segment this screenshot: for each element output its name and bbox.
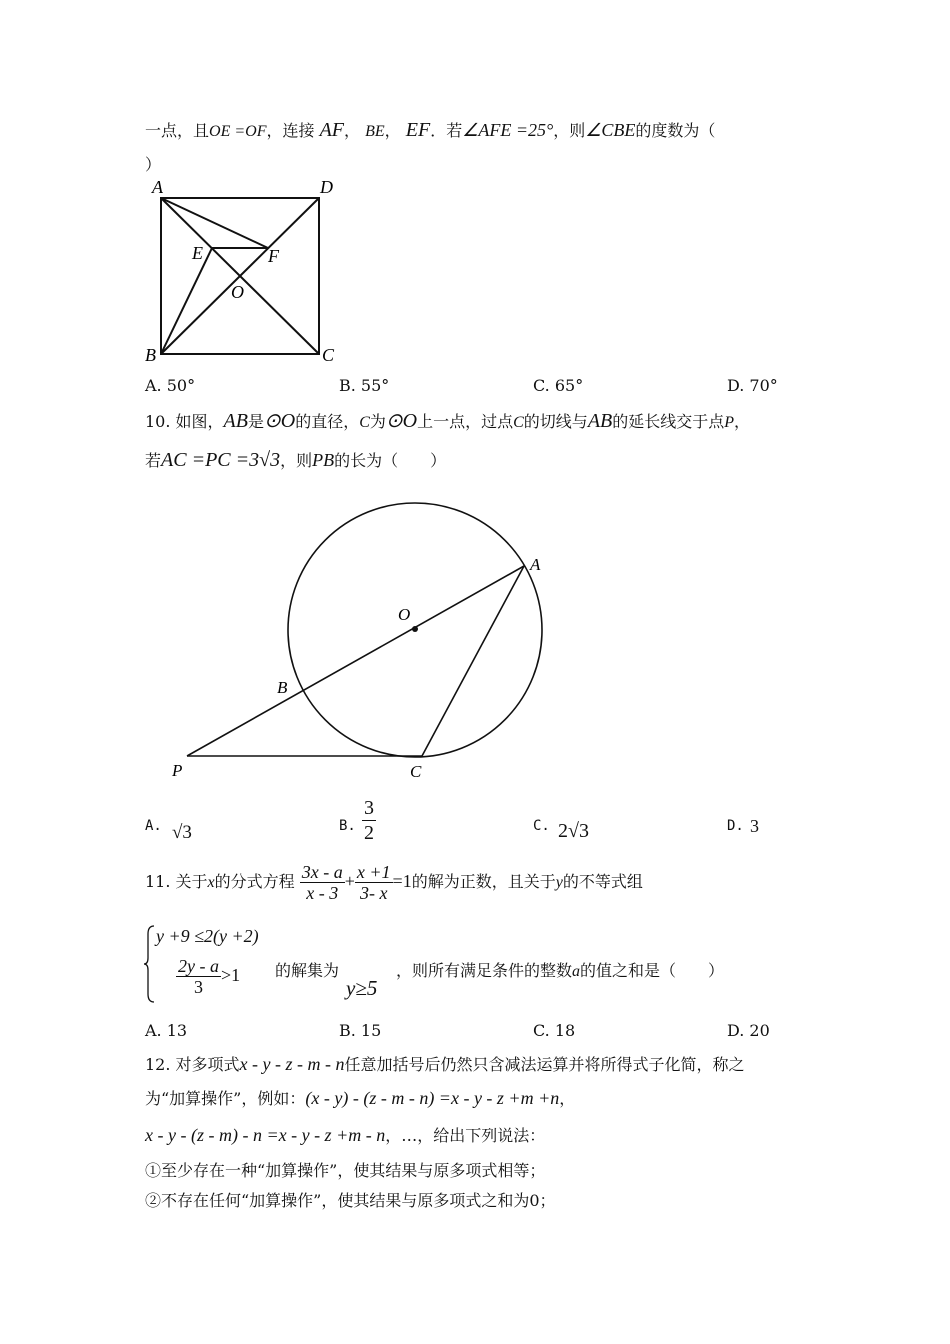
q10-stem-line1 [145, 408, 750, 433]
q9-text: 一点，且 [145, 121, 210, 140]
label-c: C [410, 762, 422, 781]
q10-text: 是 [247, 412, 264, 431]
q10-figure [160, 495, 580, 790]
q9-segment: AF [319, 119, 345, 141]
inequality-1: y +9 ≤2(y +2) [156, 926, 259, 946]
q11-option-a[interactable]: A. 13 [145, 1021, 188, 1040]
q12-text: ， [559, 1089, 576, 1108]
q10-condition: AC =PC =3√3 [161, 449, 281, 471]
label-o: O [231, 282, 244, 302]
q12-statement-1: ①至少存在一种“加算操作”，使其结果与原多项式相等； [145, 1161, 546, 1180]
q9-option-d[interactable]: D. 70° [727, 376, 778, 395]
q10-text: ，则 [280, 451, 313, 470]
q12-line2 [145, 1086, 575, 1109]
q11-stem-line1 [145, 862, 643, 903]
q11-solution-value: y≥5 [346, 976, 378, 1000]
q10-segment: AB [587, 410, 613, 432]
q9-text: ．若 [430, 121, 463, 140]
q10-option-c-value[interactable]: 2√3 [558, 820, 589, 842]
numerator: 3x - a [301, 862, 343, 882]
q11-rhs: =1 [392, 871, 412, 891]
label-b: B [145, 345, 156, 365]
denominator: 2 [364, 822, 374, 844]
fraction [362, 796, 376, 845]
q10-stem-line2 [145, 448, 446, 472]
q11-solset-label: 的解集为 [275, 961, 340, 980]
q9-text: 的度数为（ [635, 121, 716, 140]
label-f: F [268, 246, 279, 266]
numerator: 2y - a [178, 956, 219, 976]
q10-segment: AB [223, 410, 248, 432]
q10-circle: ⊙O [385, 410, 418, 432]
q12-text: 12. 对多项式 [145, 1055, 240, 1074]
q11-option-d[interactable]: D. 20 [727, 1021, 770, 1040]
q10-point: P [724, 414, 735, 431]
denominator: x - 3 [306, 883, 339, 903]
numerator: 3 [364, 797, 374, 819]
q11-text: 11. 关于 [145, 872, 208, 891]
q9-figure [140, 176, 340, 368]
q10-option-b-value[interactable] [362, 796, 376, 845]
q9-option-c[interactable]: C. 65° [533, 376, 584, 395]
q10-text: 上一点，过点 [417, 412, 514, 431]
label-e: E [192, 243, 203, 263]
q12-line3 [145, 1123, 545, 1146]
denominator: 3- x [359, 883, 388, 903]
q10-option-d-letter[interactable]: D. [727, 818, 744, 834]
q9-condition: OE =OF [209, 123, 267, 140]
q10-option-c-letter[interactable]: C. [533, 818, 550, 834]
label-c: C [322, 345, 335, 365]
q11-text: 的不等式组 [562, 872, 643, 891]
q9-option-b[interactable]: B. 55° [339, 376, 390, 395]
q11-text: 的值之和是（ ） [580, 961, 725, 980]
q9-angle-condition: ∠AFE =25° [462, 120, 554, 140]
q12-text: 任意加括号后仍然只含减法运算并将所得式子化简，称之 [344, 1055, 745, 1074]
denominator: 3 [193, 977, 203, 997]
q9-stem [145, 118, 715, 142]
q12-polynomial: x - y - z - m - n [239, 1054, 345, 1074]
inequality-2-rhs: >1 [220, 965, 241, 985]
q11-tail [396, 958, 724, 981]
q12-text: ，…，给出下列说法： [385, 1126, 546, 1145]
center-dot [412, 626, 418, 632]
q9-segment: EF [405, 119, 431, 141]
q10-point: C [359, 414, 370, 431]
label-a: A [152, 177, 163, 197]
numerator: x +1 [356, 862, 391, 882]
q11-fraction-2 [355, 862, 393, 903]
q12-example-1: (x - y) - (z - m - n) =x - y - z +m +n [305, 1088, 560, 1108]
label-b: B [277, 678, 288, 697]
segment-af [161, 198, 268, 248]
q11-text: ，则所有满足条件的整数 [396, 961, 573, 980]
left-brace [143, 924, 157, 1004]
inequality-2-fraction [176, 956, 221, 997]
q10-text: 的长为（ ） [334, 451, 447, 470]
q10-text: 若 [145, 451, 162, 470]
label-a: A [530, 555, 541, 574]
q10-option-d-value[interactable]: 3 [750, 816, 759, 836]
label-d: D [320, 177, 333, 197]
q10-option-a-letter[interactable]: A. [145, 818, 162, 834]
q10-option-a-value[interactable]: √3 [172, 822, 192, 843]
q11-var: x [207, 874, 215, 891]
q9-option-a[interactable]: A. 50° [145, 376, 196, 395]
q11-text: 的分式方程 [214, 872, 295, 891]
q11-fraction-1 [300, 862, 345, 903]
q10-text: ， [734, 412, 751, 431]
q12-statement-2: ②不存在任何“加算操作”，使其结果与原多项式之和为0； [145, 1191, 556, 1210]
q10-text: 为 [369, 412, 386, 431]
q9-angle-target: ∠CBE [585, 120, 636, 140]
q12-line1 [145, 1052, 745, 1075]
q11-var: y [555, 874, 563, 891]
q11-text: 的解为正数，且关于 [411, 872, 556, 891]
q11-var: a [572, 963, 581, 980]
q11-option-b[interactable]: B. 15 [339, 1021, 382, 1040]
q11-plus: + [344, 871, 355, 891]
q9-text: ， [344, 121, 361, 140]
q9-text: ，则 [553, 121, 586, 140]
inequality-2 [176, 956, 240, 997]
q9-text: ，连接 [266, 121, 315, 140]
q12-example-2: x - y - (z - m) - n =x - y - z +m - n [145, 1125, 386, 1145]
q11-option-c[interactable]: C. 18 [533, 1021, 576, 1040]
q10-option-b-letter[interactable]: B. [339, 818, 356, 834]
q10-circle: ⊙O [264, 410, 296, 432]
label-o: O [398, 605, 411, 624]
q9-close-paren: ） [145, 155, 162, 174]
q10-segment: PB [312, 450, 335, 470]
q9-segment: BE [365, 123, 385, 140]
q10-text: 10. 如图， [145, 412, 224, 431]
segment-be [161, 248, 212, 354]
q10-text: 的直径， [295, 412, 360, 431]
q10-text: 的切线与 [523, 412, 588, 431]
q10-point: C [513, 414, 524, 431]
label-p: P [172, 761, 183, 780]
q10-text: 的延长线交于点 [612, 412, 725, 431]
q9-text: ， [384, 121, 401, 140]
q12-text: 为“加算操作”，例如： [145, 1089, 306, 1108]
